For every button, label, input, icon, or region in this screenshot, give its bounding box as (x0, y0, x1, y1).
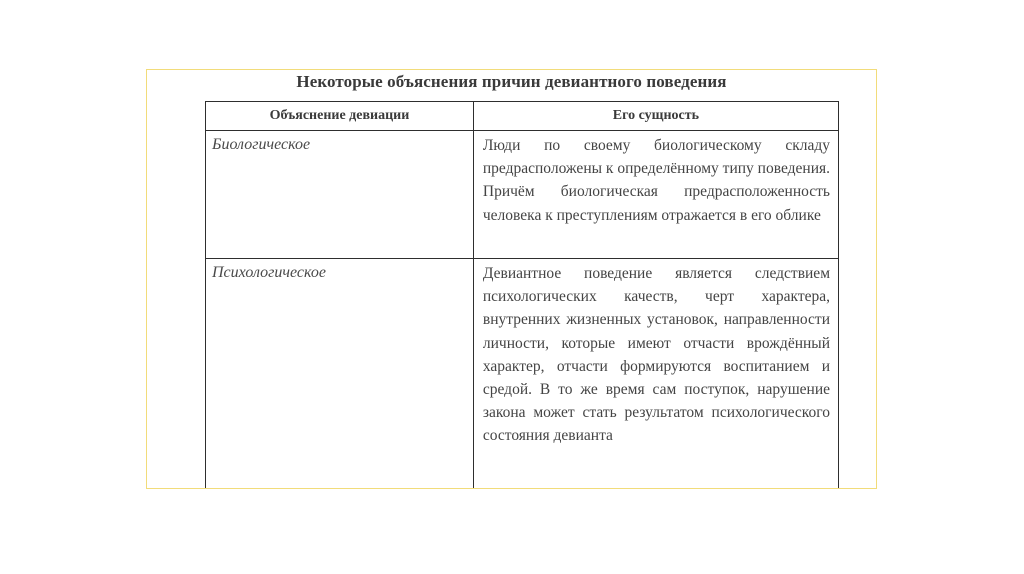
deviance-explanations-table (205, 101, 839, 489)
header-essence: Его сущность (473, 102, 838, 131)
table-title: Некоторые объяснения причин девиантного поведения (296, 72, 727, 91)
row-type-cell: Психологическое (206, 259, 474, 490)
table-row (206, 131, 839, 259)
row-description-cell: Девиантное поведение является следствием психологических качеств, черт характера, внутренних жизненных установок, направленности личности, которые имеют отчасти врождённый характер, отчасти формируются воспитанием и средой. В то же время сам поступок, нарушение закона может стать результатом психологического состояния девианта (473, 259, 838, 490)
table-image-frame (146, 69, 877, 489)
row-type-cell: Биологическое (206, 131, 474, 259)
table-row (206, 259, 839, 490)
row-description-cell: Люди по своему биологическому складу предрасположены к определённому типу поведения. Причём биологическая предрасположенность человека к преступлениям отражается в его облике (473, 131, 838, 259)
header-deviation-explanation: Объяснение девиации (206, 102, 474, 131)
table-header-row (206, 102, 839, 131)
